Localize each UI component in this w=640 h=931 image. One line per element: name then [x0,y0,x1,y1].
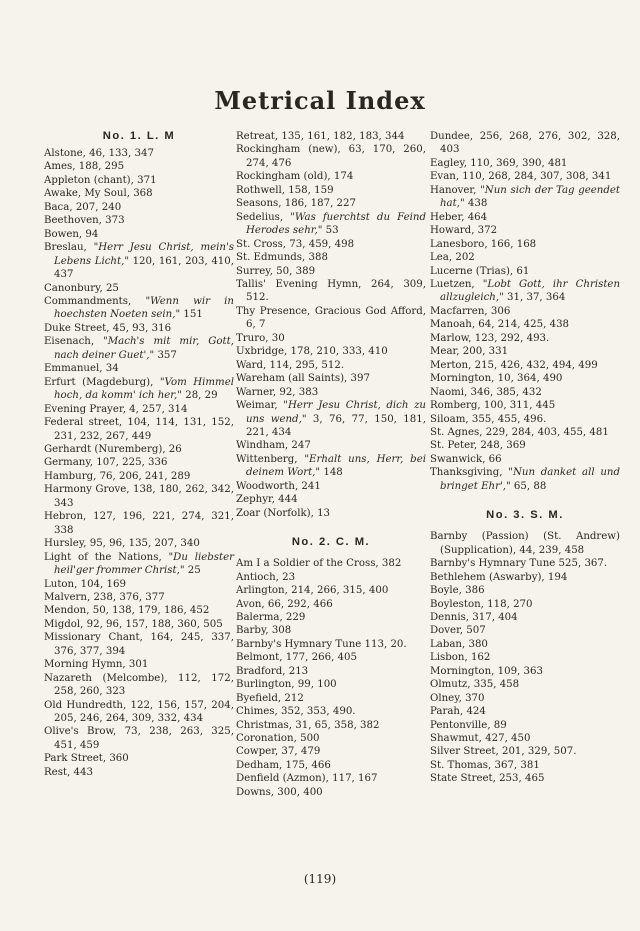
entry-text: Hanover, [430,184,481,196]
entry-text: Boyle, 386 [430,585,485,597]
entry-text: Mendon, 50, 138, 179, 186, 452 [44,605,210,617]
entry-text: Swanwick, 66 [430,453,502,465]
index-entry [44,604,234,617]
entry-text: Mear, 200, 331 [430,346,509,358]
entry-text: Hebron, 127, 196, 221, 274, 321, 338 [44,511,234,536]
entry-text: Dundee, 256, 268, 276, 302, 328, 403 [430,131,620,156]
index-entry [44,362,234,375]
entry-text: Bethlehem (Aswarby), 194 [430,571,568,583]
entry-text: 25 [184,565,201,577]
index-entry [430,665,620,678]
entry-text: Merton, 215, 426, 432, 494, 499 [430,359,598,371]
entry-text: Burlington, 99, 100 [236,679,337,691]
index-entry [236,265,426,278]
index-entry [44,147,234,160]
index-entry [44,416,234,443]
entry-text: Migdol, 92, 96, 157, 188, 360, 505 [44,618,223,630]
entry-text: Barnby (Passion) (St. Andrew) (Supplication), 44, 239, 458 [430,531,620,556]
entry-german-title: "Lobt Gott, ihr Christen allzugleich," [440,278,621,304]
entry-text: Evan, 110, 268, 284, 307, 308, 341 [430,171,612,183]
index-entry [430,530,620,557]
entry-text: Dedham, 175, 466 [236,759,331,771]
index-entry [236,571,426,584]
index-entry [236,372,426,385]
entry-text: Warner, 92, 383 [236,386,319,398]
index-entry [44,201,234,214]
index-entry [44,658,234,671]
index-entry [236,143,426,170]
entry-text: Denfield (Azmon), 117, 167 [236,773,378,785]
index-entry [236,624,426,637]
entry-german-title: "Erhalt uns, Herr, bei deinem Wort," [246,453,426,479]
index-entry [44,699,234,726]
index-entry [430,439,620,452]
entry-text: Naomi, 346, 385, 432 [430,386,542,398]
entry-text: Bradford, 213 [236,665,309,677]
index-entry [44,174,234,187]
index-entry [236,719,426,732]
entry-text: Laban, 380 [430,638,488,650]
index-entry [430,571,620,584]
index-entry [236,638,426,651]
index-entry [236,251,426,264]
index-entry [236,345,426,358]
entry-text: 31, 37, 364 [503,292,566,304]
entry-text: St. Peter, 248, 369 [430,440,526,452]
entry-text: State Street, 253, 465 [430,773,545,785]
entry-text: Morning Hymn, 301 [44,659,149,671]
index-entry [44,456,234,469]
index-entry [430,170,620,183]
entry-text: 357 [154,349,177,361]
index-entry [236,305,426,332]
entry-german-title: "Herr Jesu Christ, dich zu uns wend," [246,400,426,425]
entry-text: Emmanuel, 34 [44,363,119,375]
index-column-3 [430,130,620,786]
index-entry [430,265,620,278]
entry-text: Am I a Soldier of the Cross, 382 [236,558,402,570]
entry-text: Duke Street, 45, 93, 316 [44,322,172,334]
entry-text: St. Thomas, 367, 381 [430,759,540,771]
index-entry [430,386,620,399]
index-entry [236,238,426,251]
entry-text: Byefield, 212 [236,692,304,704]
entry-text: Luetzen, [430,278,483,290]
entry-text: Arlington, 214, 266, 315, 400 [236,585,389,597]
entry-german-title: "Nun sich der Tag geendet hat," [440,184,621,210]
entry-text: Siloam, 355, 455, 496. [430,413,547,425]
entry-text: Truro, 30 [236,332,285,344]
entry-text: Zoar (Norfolk), 13 [236,507,331,519]
entry-text: Light of the Nations, [44,551,169,563]
entry-german-title: "Wenn wir in hoechsten Noeten sein," [54,295,234,321]
index-entry [44,725,234,752]
entry-german-title: "Mach's mit mir, Gott, nach deiner Guet'," [54,336,234,361]
entry-text: Hursley, 95, 96, 135, 207, 340 [44,538,200,550]
entry-text: Beethoven, 373 [44,215,125,227]
entry-text: St. Edmunds, 388 [236,252,328,264]
entry-text: Olive's Brow, 73, 238, 263, 325, 451, 459 [44,726,234,751]
entry-text: Dover, 507 [430,625,486,637]
index-entry [430,278,620,305]
index-entry [44,322,234,335]
entry-text: Park Street, 360 [44,753,129,765]
index-entry [430,732,620,745]
index-entry [430,745,620,758]
entry-list [236,557,426,799]
entry-text: Appleton (chant), 371 [44,174,157,186]
entry-text: Windham, 247 [236,440,311,452]
entry-list [430,530,620,786]
index-entry [430,759,620,772]
index-entry [236,453,426,480]
entry-text: Woodworth, 241 [236,480,321,492]
index-entry [44,578,234,591]
entry-text: Alstone, 46, 133, 347 [44,148,154,159]
entry-text: Howard, 372 [430,225,498,237]
entry-german-title: "Vom Himmel hoch, da komm' ich her," [54,376,234,402]
index-entry [236,386,426,399]
entry-text: St. Agnes, 229, 284, 403, 455, 481 [430,426,609,438]
entry-text: Missionary Chant, 164, 245, 337, 376, 377, 394 [44,632,234,657]
entry-text: Rothwell, 158, 159 [236,184,334,196]
index-entry [430,224,620,237]
entry-text: Olmutz, 335, 458 [430,679,520,691]
entry-text: Cowper, 37, 479 [236,746,321,758]
index-entry [236,439,426,452]
index-entry [430,584,620,597]
index-column-1 [44,130,234,779]
entry-text: Zephyr, 444 [236,494,298,506]
index-entry [236,665,426,678]
index-entry [236,399,426,439]
entry-text: 151 [180,309,203,321]
index-entry [430,705,620,718]
entry-text: Nazareth (Melcombe), 112, 172, 258, 260, 323 [44,672,234,698]
index-entry [44,403,234,416]
index-entry [236,678,426,691]
entry-text: Lanesboro, 166, 168 [430,238,537,250]
index-column-2 [236,130,426,799]
entry-text: Eisenach, [44,336,104,348]
entry-text: Surrey, 50, 389 [236,265,316,277]
entry-text: Luton, 104, 169 [44,578,126,590]
page-number: (119) [303,872,337,886]
index-entry [236,598,426,611]
entry-text: Barnby's Hymnary Tune 113, 20. [236,638,407,650]
index-entry [430,598,620,611]
index-entry [430,453,620,466]
section-heading-sm: No. 3. S. M. [486,509,564,522]
entry-text: Old Hundredth, 122, 156, 157, 204, 205, 246, 264, 309, 332, 434 [44,699,234,725]
index-entry [430,466,620,493]
index-entry [236,772,426,785]
entry-text: Breslau, [44,242,94,254]
entry-text: Rockingham (new), 63, 170, 260, 274, 476 [236,144,426,169]
entry-text: Germany, 107, 225, 336 [44,457,168,469]
index-entry [236,745,426,758]
entry-text: Seasons, 186, 187, 227 [236,198,356,210]
entry-text: Sedelius, [236,211,291,223]
entry-german-title: "Du liebster heil'ger frommer Christ," [54,551,234,577]
entry-text: Thanksgiving, [430,467,509,479]
index-entry [236,692,426,705]
index-entry [430,557,620,570]
index-entry [430,359,620,372]
entry-text: Balerma, 229 [236,611,306,623]
entry-text: Baca, 207, 240 [44,201,122,213]
index-entry [44,752,234,765]
index-entry [44,282,234,295]
entry-text: Bowen, 94 [44,228,99,240]
entry-text: Ward, 114, 295, 512. [236,359,345,371]
index-entry [236,184,426,197]
index-entry [430,332,620,345]
entry-text: Marlow, 123, 292, 493. [430,332,550,344]
entry-text: Hamburg, 76, 206, 241, 289 [44,470,191,482]
entry-text: Federal street, 104, 114, 131, 152, 231, 232, 267, 449 [44,417,234,442]
entry-text: Uxbridge, 178, 210, 333, 410 [236,346,388,358]
index-entry [236,332,426,345]
entry-german-title: "Was fuerchtst du Feind Herodes sehr," [246,211,426,237]
index-entry [236,732,426,745]
entry-text: St. Cross, 73, 459, 498 [236,238,355,250]
entry-text: Romberg, 100, 311, 445 [430,400,556,412]
index-entry [44,551,234,578]
index-entry [236,278,426,305]
index-entry [44,160,234,173]
index-entry [236,611,426,624]
entry-text: Evening Prayer, 4, 257, 314 [44,403,188,415]
entry-text: Wareham (all Saints), 397 [236,373,370,385]
entry-text: Rockingham (old), 174 [236,171,354,183]
entry-text: Antioch, 23 [236,571,296,583]
index-entry [430,305,620,318]
index-entry [44,443,234,456]
index-entry [44,228,234,241]
entry-text: Manoah, 64, 214, 425, 438 [430,319,570,331]
entry-text: Mornington, 10, 364, 490 [430,373,563,385]
entry-text: Tallis' Evening Hymn, 264, 309, 512. [236,278,426,304]
index-entry [430,638,620,651]
index-entry [430,678,620,691]
entry-text: Harmony Grove, 138, 180, 262, 342, 343 [44,484,234,509]
entry-text: Awake, My Soul, 368 [44,188,153,200]
entry-text: 3, 76, 77, 150, 181, 221, 434 [246,413,426,438]
entry-text: Pentonville, 89 [430,719,507,731]
entry-text: Barby, 308 [236,625,292,637]
entry-text: 438 [464,198,488,210]
entry-text: Coronation, 500 [236,733,320,745]
entry-text: Christmas, 31, 65, 358, 382 [236,719,380,731]
index-entry [236,197,426,210]
index-entry [44,470,234,483]
entry-text: Lea, 202 [430,252,475,264]
index-entry [44,214,234,227]
entry-text: Barnby's Hymnary Tune 525, 367. [430,558,608,570]
index-entry [430,157,620,170]
entry-text: Erfurt (Magdeburg), [44,376,160,388]
entry-text: 120, 161, 203, 410, 437 [54,255,235,281]
index-entry [44,295,234,322]
entry-text: Dennis, 317, 404 [430,611,518,623]
entry-text: Wittenberg, [236,453,305,465]
index-entry [236,493,426,506]
entry-text: Gerhardt (Nuremberg), 26 [44,443,182,455]
entry-text: 28, 29 [181,390,218,402]
entry-text: Parah, 424 [430,706,486,718]
entry-text: Downs, 300, 400 [236,786,323,798]
entry-text: Eagley, 110, 369, 390, 481 [430,157,568,169]
index-entry [44,631,234,658]
index-entry [236,170,426,183]
index-entry [44,672,234,699]
index-entry [44,618,234,631]
entry-text: Commandments, [44,295,146,307]
index-entry [430,651,620,664]
entry-text: Rest, 443 [44,766,93,778]
index-entry [236,705,426,718]
index-entry [236,651,426,664]
index-entry [236,557,426,570]
index-entry [430,184,620,211]
index-entry [236,759,426,772]
entry-text: Malvern, 238, 376, 377 [44,591,165,603]
entry-german-title: "Nun danket all und bringet Ehr'," [440,467,620,492]
entry-text: Silver Street, 201, 329, 507. [430,746,577,758]
page-title: Metrical Index [214,86,426,115]
index-entry [430,318,620,331]
index-entry [430,611,620,624]
entry-german-title: "Herr Jesu Christ, mein's Lebens Licht," [54,242,234,267]
index-entry [44,591,234,604]
entry-text: Macfarren, 306 [430,305,511,317]
entry-text: Canonbury, 25 [44,282,119,294]
entry-text: Heber, 464 [430,211,488,223]
index-entry [236,584,426,597]
index-entry [236,130,426,143]
index-entry [236,211,426,238]
entry-list [44,147,234,779]
index-entry [430,772,620,785]
entry-list [236,130,426,520]
index-entry [430,692,620,705]
index-entry [44,187,234,200]
index-entry [44,766,234,779]
entry-text: Olney, 370 [430,692,485,704]
index-entry [236,786,426,799]
index-entry [236,359,426,372]
entry-text: 53 [322,225,339,237]
entry-text: Boyleston, 118, 270 [430,598,533,610]
index-entry [430,372,620,385]
entry-text: Chimes, 352, 353, 490. [236,706,356,718]
index-entry [44,510,234,537]
entry-text: Weimar, [236,400,284,412]
entry-text: Belmont, 177, 266, 405 [236,652,357,664]
section-heading-cm: No. 2. C. M. [291,536,371,549]
index-entry [44,537,234,550]
index-entry [430,719,620,732]
section-heading-lm: No. 1. L. M [102,130,176,142]
index-entry [430,211,620,224]
entry-text: Avon, 66, 292, 466 [236,598,333,610]
entry-text: Thy Presence, Gracious God Afford, 6, 7 [236,305,426,331]
index-entry [430,130,620,157]
entry-text: Shawmut, 427, 450 [430,733,531,745]
index-entry [430,345,620,358]
entry-text: Lucerne (Trias), 61 [430,265,530,277]
index-entry [44,483,234,510]
index-entry [236,507,426,520]
entry-text: 148 [320,467,343,479]
index-entry [236,480,426,493]
index-entry [430,624,620,637]
entry-list [430,130,620,493]
index-entry [430,251,620,264]
index-entry [44,241,234,281]
index-entry [430,426,620,439]
index-entry [44,335,234,362]
index-entry [430,399,620,412]
entry-text: 65, 88 [510,480,547,492]
entry-text: Retreat, 135, 161, 182, 183, 344 [236,131,405,142]
index-entry [430,238,620,251]
entry-text: Lisbon, 162 [430,652,491,664]
entry-text: Mornington, 109, 363 [430,665,543,677]
index-entry [44,376,234,403]
entry-text: Ames, 188, 295 [44,161,125,173]
index-entry [430,413,620,426]
